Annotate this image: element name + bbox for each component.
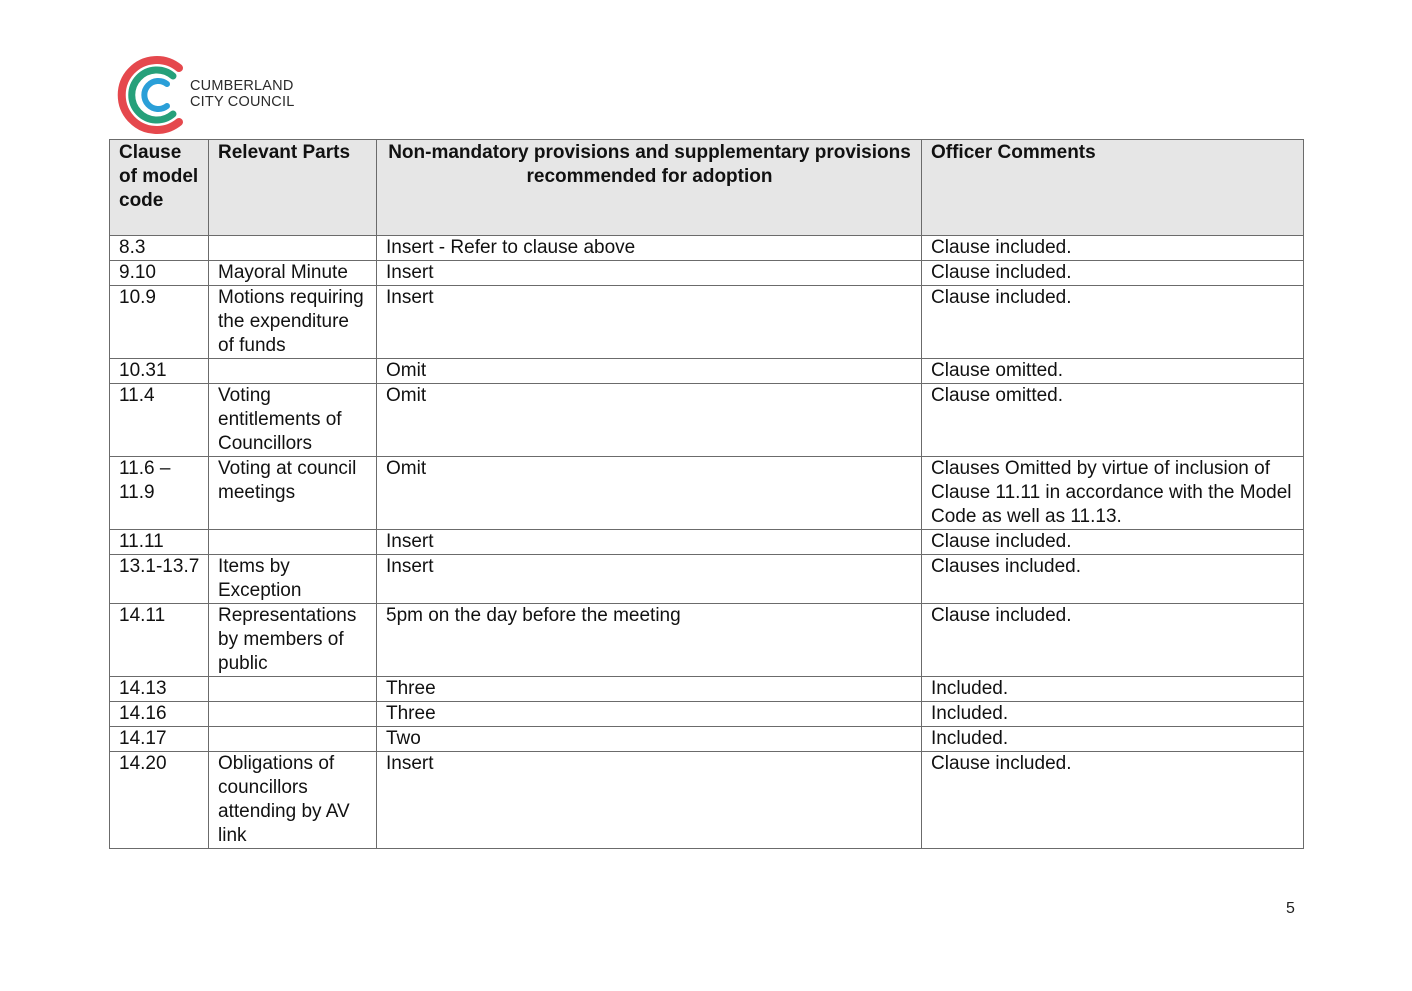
cell-provision: Two — [377, 727, 922, 752]
cell-parts — [209, 359, 377, 384]
cell-provision: Omit — [377, 359, 922, 384]
cell-comment: Included. — [922, 677, 1304, 702]
cell-clause: 14.17 — [110, 727, 209, 752]
cell-parts: Items by Exception — [209, 555, 377, 604]
table-row — [110, 677, 1304, 702]
page-number: 5 — [1286, 900, 1295, 917]
table-row — [110, 236, 1304, 261]
cell-comment: Included. — [922, 702, 1304, 727]
cell-comment: Clause omitted. — [922, 359, 1304, 384]
cell-provision: Omit — [377, 384, 922, 457]
cell-parts: Voting at council meetings — [209, 457, 377, 530]
cell-clause: 8.3 — [110, 236, 209, 261]
cell-parts: Mayoral Minute — [209, 261, 377, 286]
cell-parts — [209, 530, 377, 555]
cell-comment: Clause included. — [922, 236, 1304, 261]
cell-clause: 11.6 – 11.9 — [110, 457, 209, 530]
cell-clause: 14.16 — [110, 702, 209, 727]
cell-comment: Clause included. — [922, 752, 1304, 849]
logo-line-1: CUMBERLAND — [190, 78, 294, 94]
cell-provision: 5pm on the day before the meeting — [377, 604, 922, 677]
cell-provision: Insert — [377, 286, 922, 359]
cell-provision: Insert - Refer to clause above — [377, 236, 922, 261]
cell-parts — [209, 702, 377, 727]
header-clause: Clause of model code — [110, 140, 209, 236]
cell-comment: Included. — [922, 727, 1304, 752]
cell-provision: Omit — [377, 457, 922, 530]
cell-clause: 13.1-13.7 — [110, 555, 209, 604]
cell-comment: Clauses included. — [922, 555, 1304, 604]
table-row — [110, 530, 1304, 555]
table-row — [110, 359, 1304, 384]
cell-provision: Insert — [377, 555, 922, 604]
table-row — [110, 604, 1304, 677]
logo-line-2: CITY COUNCIL — [190, 94, 295, 110]
cell-parts — [209, 677, 377, 702]
cell-parts — [209, 727, 377, 752]
table-row — [110, 555, 1304, 604]
cell-provision: Insert — [377, 261, 922, 286]
table-row — [110, 261, 1304, 286]
cell-comment: Clause included. — [922, 261, 1304, 286]
table-row — [110, 384, 1304, 457]
table-row — [110, 727, 1304, 752]
cell-parts — [209, 236, 377, 261]
table-row — [110, 752, 1304, 849]
cell-provision: Three — [377, 702, 922, 727]
cell-comment: Clauses Omitted by virtue of inclusion of Clause 11.11 in accordance with the Model Code as well as 11.13. — [922, 457, 1304, 530]
cell-clause: 14.11 — [110, 604, 209, 677]
table-header-row — [110, 140, 1304, 236]
cell-provision: Three — [377, 677, 922, 702]
cell-clause: 11.4 — [110, 384, 209, 457]
cell-clause: 14.20 — [110, 752, 209, 849]
header-officer-comments: Officer Comments — [922, 140, 1304, 236]
cell-provision: Insert — [377, 752, 922, 849]
table-row — [110, 702, 1304, 727]
cell-comment: Clause included. — [922, 530, 1304, 555]
header-provisions: Non-mandatory provisions and supplementary provisions recommended for adoption — [377, 140, 922, 236]
cell-comment: Clause omitted. — [922, 384, 1304, 457]
cell-clause: 10.9 — [110, 286, 209, 359]
cell-parts: Obligations of councillors attending by AV link — [209, 752, 377, 849]
cell-parts: Motions requiring the expenditure of funds — [209, 286, 377, 359]
cell-parts: Representations by members of public — [209, 604, 377, 677]
cell-clause: 11.11 — [110, 530, 209, 555]
council-logo-icon — [115, 54, 191, 136]
cell-comment: Clause included. — [922, 604, 1304, 677]
cell-comment: Clause included. — [922, 286, 1304, 359]
cell-provision: Insert — [377, 530, 922, 555]
header-relevant-parts: Relevant Parts — [209, 140, 377, 236]
cell-clause: 10.31 — [110, 359, 209, 384]
table-row — [110, 286, 1304, 359]
cell-parts: Voting entitlements of Councillors — [209, 384, 377, 457]
council-logo — [115, 54, 315, 136]
cell-clause: 14.13 — [110, 677, 209, 702]
cell-clause: 9.10 — [110, 261, 209, 286]
provisions-table — [109, 139, 1304, 849]
table-row — [110, 457, 1304, 530]
